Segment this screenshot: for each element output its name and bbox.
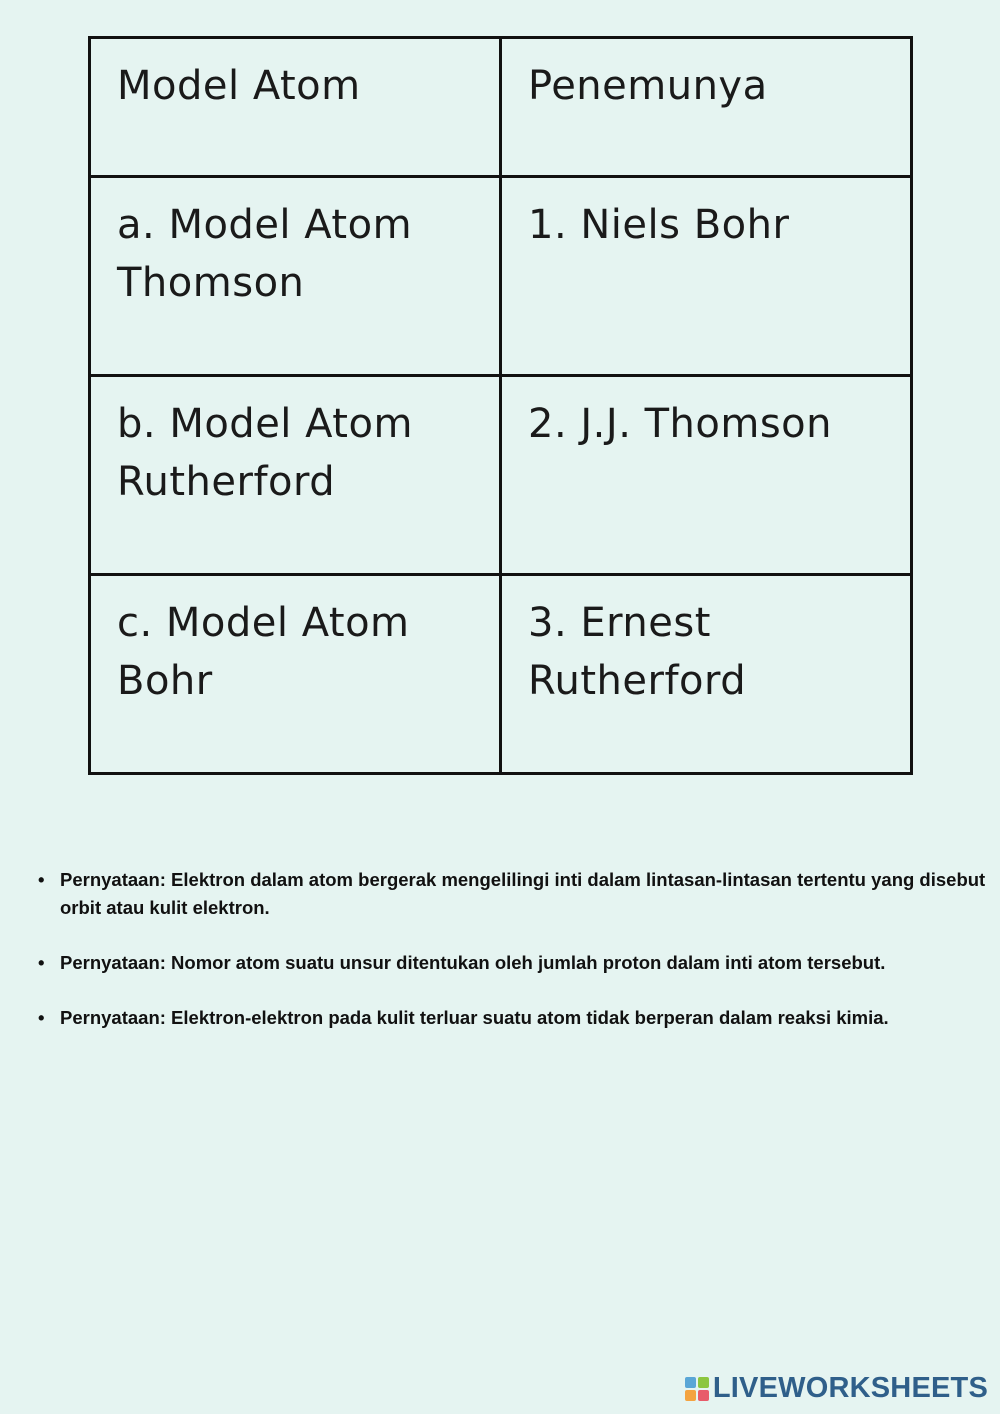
liveworksheets-logo[interactable] bbox=[685, 1372, 988, 1405]
statement-text: Pernyataan: Elektron dalam atom bergerak mengelilingi inti dalam lintasan-lintasan tertentu yang disebut orbit atau kulit elektron. bbox=[60, 869, 986, 918]
bullet-icon: • bbox=[38, 952, 45, 973]
model-cell-b: b. Model Atom Rutherford bbox=[90, 376, 501, 575]
header-penemunya: Penemunya bbox=[501, 38, 912, 177]
header-model-atom: Model Atom bbox=[90, 38, 501, 177]
table-row bbox=[90, 177, 912, 376]
statement-text: Pernyataan: Elektron-elektron pada kulit terluar suatu atom tidak berperan dalam reaksi kimia. bbox=[60, 1007, 889, 1028]
discoverer-cell-1: 1. Niels Bohr bbox=[501, 177, 912, 376]
table-header-row bbox=[90, 38, 912, 177]
model-cell-a: a. Model Atom Thomson bbox=[90, 177, 501, 376]
table-row bbox=[90, 376, 912, 575]
discoverer-cell-2: 2. J.J. Thomson bbox=[501, 376, 912, 575]
logo-mark-icon bbox=[685, 1377, 709, 1401]
logo-square-4 bbox=[698, 1390, 709, 1401]
matching-table bbox=[88, 36, 913, 775]
model-cell-c: c. Model Atom Bohr bbox=[90, 575, 501, 774]
table-row bbox=[90, 575, 912, 774]
logo-square-3 bbox=[685, 1390, 696, 1401]
discoverer-cell-3: 3. Ernest Rutherford bbox=[501, 575, 912, 774]
bullet-icon: • bbox=[38, 1007, 45, 1028]
statement-item bbox=[36, 949, 996, 977]
logo-text: LIVEWORKSHEETS bbox=[712, 1372, 988, 1404]
statement-item bbox=[36, 866, 996, 922]
logo-square-2 bbox=[698, 1377, 709, 1388]
logo-square-1 bbox=[685, 1377, 696, 1388]
bullet-icon: • bbox=[38, 869, 45, 890]
statement-list bbox=[36, 866, 996, 1059]
statement-text: Pernyataan: Nomor atom suatu unsur ditentukan oleh jumlah proton dalam inti atom tersebut. bbox=[60, 952, 886, 973]
statement-item bbox=[36, 1004, 996, 1032]
